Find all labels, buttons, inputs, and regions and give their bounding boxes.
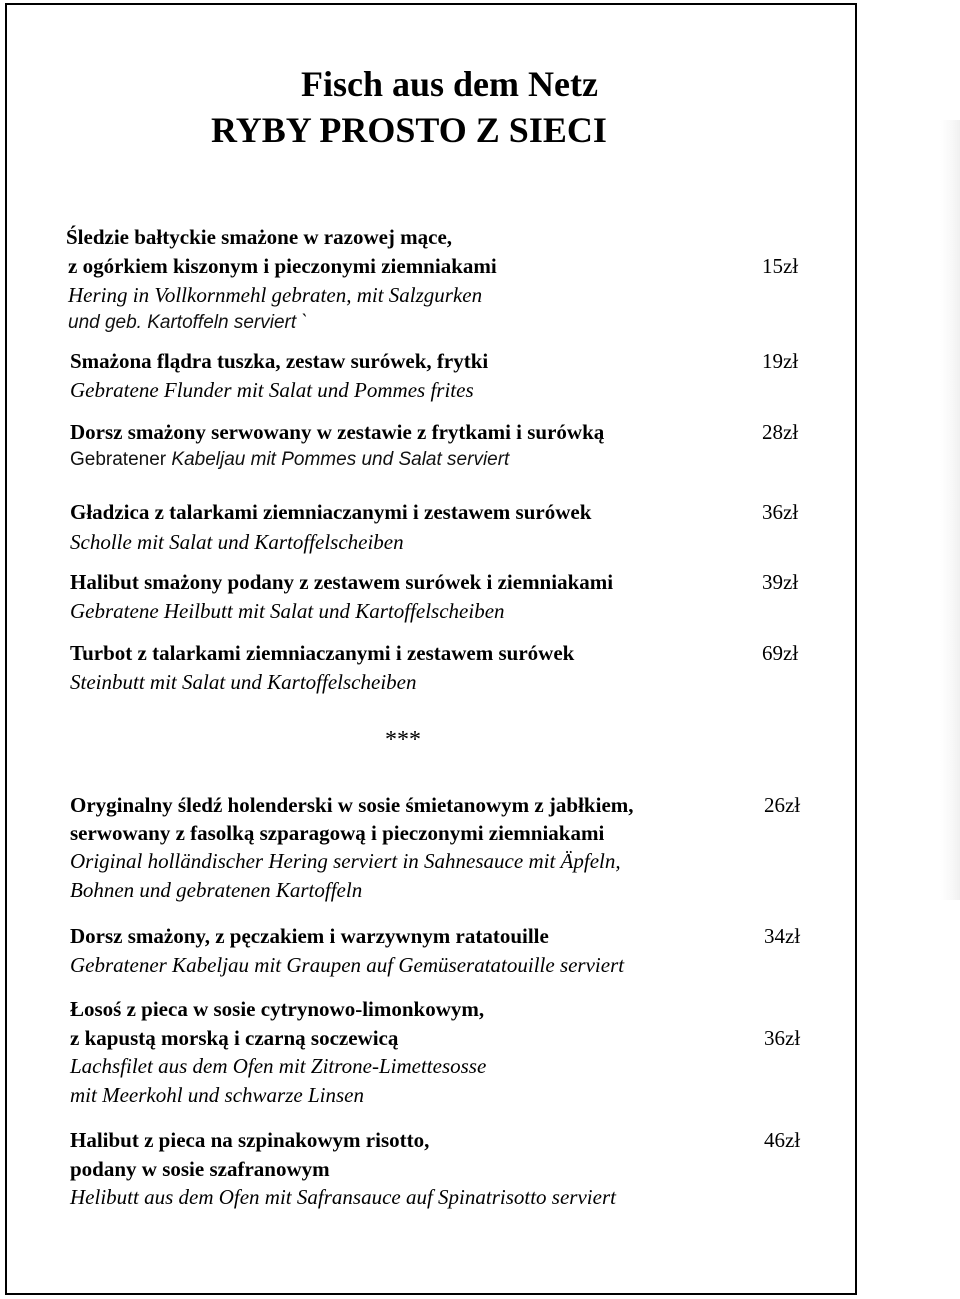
menu-item-1-name-de-line1: Hering in Vollkornmehl gebraten, mit Salzgurken [68,283,483,307]
special-item-1-name-de-line2: Bohnen und gebratenen Kartoffeln [70,878,363,902]
menu-item-3-price: 28zł [762,420,799,444]
special-item-1-price: 26zł [764,793,801,817]
menu-item-3-name-de [70,449,509,471]
special-item-4-price: 46zł [764,1128,801,1152]
special-item-3-name-de-line1: Lachsfilet aus dem Ofen mit Zitrone-Limettesosse [70,1054,487,1078]
menu-item-1-name-pl-line2: z ogórkiem kiszonym i pieczonymi ziemniakami [68,254,497,278]
menu-item-1-name-de-line2: und geb. Kartoffeln serviert ` [68,312,308,333]
special-item-3-name-pl-line2: z kapustą morską i czarną soczewicą [70,1026,399,1050]
menu-item-2-name-pl: Smażona flądra tuszka, zestaw surówek, frytki [70,349,489,373]
menu-item-5-price: 39zł [762,570,799,594]
section-separator: *** [385,727,421,753]
menu-item-3-name-de-a: Gebratener [70,449,172,470]
menu-item-6-price: 69zł [762,641,799,665]
menu-item-5-name-de: Gebratene Heilbutt mit Salat und Kartoffelscheiben [70,599,505,623]
special-item-4-name-pl-line1: Halibut z pieca na szpinakowym risotto, [70,1128,430,1152]
menu-item-2-name-de: Gebratene Flunder mit Salat und Pommes frites [70,378,474,402]
special-item-2-price: 34zł [764,924,801,948]
title-polish: RYBY PROSTO Z SIECI [211,110,607,150]
menu-item-5-name-pl: Halibut smażony podany z zestawem surówek i ziemniakami [70,570,614,594]
special-item-4-name-pl-line2: podany w sosie szafranowym [70,1157,330,1181]
special-item-1-name-pl-line2: serwowany z fasolką szparagową i pieczonymi ziemniakami [70,821,605,845]
menu-item-6-name-de: Steinbutt mit Salat und Kartoffelscheiben [70,670,417,694]
special-item-1-name-de-line1: Original holländischer Hering serviert in Sahnesauce mit Äpfeln, [70,849,621,873]
special-item-2-name-pl: Dorsz smażony, z pęczakiem i warzywnym ratatouille [70,924,549,948]
menu-item-2-price: 19zł [762,349,799,373]
menu-item-3-name-pl: Dorsz smażony serwowany w zestawie z frytkami i surówką [70,420,605,444]
menu-item-3-name-de-b: Kabeljau mit Pommes und Salat serviert [171,449,510,470]
menu-item-4-name-pl: Gładzica z talarkami ziemniaczanymi i zestawem surówek [70,500,592,524]
page-edge-shadow [940,120,960,900]
special-item-2-name-de: Gebratener Kabeljau mit Graupen auf Gemüseratatouille serviert [70,953,625,977]
menu-item-1-name-pl-line1: Śledzie bałtyckie smażone w razowej mące, [66,225,453,249]
menu-item-4-name-de: Scholle mit Salat und Kartoffelscheiben [70,530,404,554]
title-german: Fisch aus dem Netz [301,64,598,104]
special-item-3-name-de-line2: mit Meerkohl und schwarze Linsen [70,1083,364,1107]
special-item-3-price: 36zł [764,1026,801,1050]
special-item-3-name-pl-line1: Łosoś z pieca w sosie cytrynowo-limonkowym, [70,997,485,1021]
special-item-4-name-de: Helibutt aus dem Ofen mit Safransauce auf Spinatrisotto serviert [70,1185,616,1209]
special-item-1-name-pl-line1: Oryginalny śledź holenderski w sosie śmietanowym z jabłkiem, [70,793,634,817]
menu-item-1-price: 15zł [762,254,799,278]
menu-item-6-name-pl: Turbot z talarkami ziemniaczanymi i zestawem surówek [70,641,575,665]
menu-item-4-price: 36zł [762,500,799,524]
